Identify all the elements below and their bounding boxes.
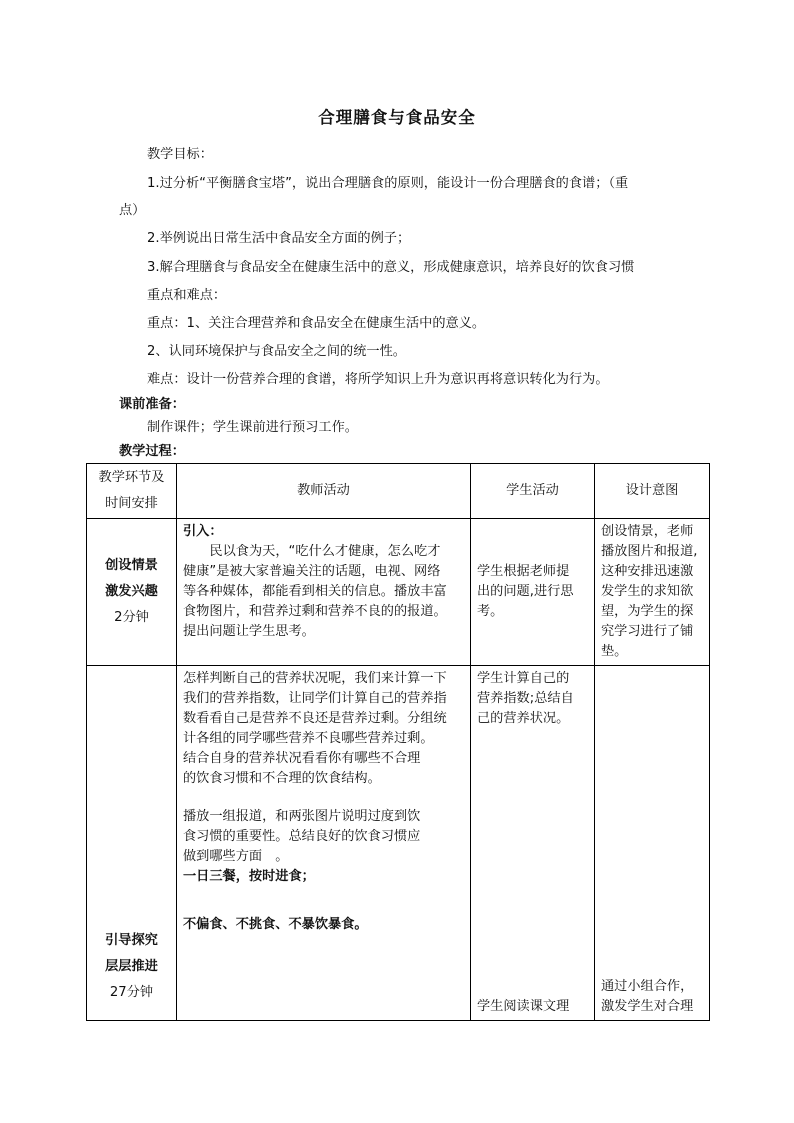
- student-line: 学生计算自己的: [477, 671, 570, 686]
- phase-name-line2: 层层推进: [105, 959, 158, 974]
- design-line: 激发学生对合理: [601, 999, 694, 1014]
- student-line: 学生阅读课文理: [477, 999, 570, 1014]
- teacher-line: 怎样判断自己的营养状况呢，我们来计算一下: [183, 671, 447, 686]
- design-line: 创设情景，老师: [601, 524, 694, 539]
- teacher-activity-cell: [177, 666, 471, 1021]
- header-student: 学生活动: [471, 464, 595, 519]
- prep-content: 制作课件；学生课前进行预习工作。: [147, 420, 358, 435]
- table-row: [87, 519, 710, 666]
- phase-cell: [87, 519, 177, 666]
- phase-time: 2分钟: [114, 610, 149, 625]
- student-line: 营养指数;总结自: [477, 691, 574, 706]
- phase-time: 27分钟: [109, 985, 154, 1000]
- student-line: 己的营养状况。: [477, 711, 570, 726]
- prep-heading: 课前准备：: [119, 397, 185, 412]
- objective-1: 1.过分析“平衡膳食宝塔”，说出合理膳食的原则，能设计一份合理膳食的食谱；（重: [147, 176, 629, 191]
- teacher-activity-cell: [177, 519, 471, 666]
- student-line: 学生根据老师提: [477, 564, 570, 579]
- teacher-line: 结合自身的营养状况看看你有哪些不合理: [183, 751, 421, 766]
- design-line: 播放图片和报道,: [601, 544, 698, 559]
- design-intent-cell: [595, 666, 710, 1021]
- header-phase-line1: 教学环节及: [98, 470, 165, 485]
- design-line: 望，为学生的探: [601, 604, 694, 619]
- teacher-line: 食习惯的重要性。总结良好的饮食习惯应: [183, 829, 421, 844]
- teacher-line: 提出问题让学生思考。: [183, 624, 315, 639]
- teacher-intro-title: 引入：: [183, 524, 223, 539]
- habit-point-1: 一日三餐，按时进食；: [183, 869, 315, 884]
- design-line: 垫。: [601, 644, 628, 659]
- document-title: 合理膳食与食品安全: [318, 108, 476, 127]
- teacher-line: 的饮食习惯和不合理的饮食结构。: [183, 771, 381, 786]
- lesson-plan-table: [86, 463, 710, 1021]
- teacher-line: 健康”是被大家普遍关注的话题，电视、网络: [183, 564, 441, 579]
- design-line: 通过小组合作，: [601, 979, 694, 994]
- difficult-point: 难点：设计一份营养合理的食谱，将所学知识上升为意识再将意识转化为行为。: [147, 372, 609, 387]
- teacher-line: 播放一组报道，和两张图片说明过度到饮: [183, 809, 421, 824]
- teacher-line: 食物图片，和营养过剩和营养不良的的报道。: [183, 604, 447, 619]
- teacher-line: 民以食为天，“吃什么才健康，怎么吃才: [209, 544, 441, 559]
- table-row: [87, 666, 710, 1021]
- student-activity-cell: [471, 519, 595, 666]
- design-intent-cell: [595, 519, 710, 666]
- header-design: 设计意图: [595, 464, 710, 519]
- design-line: 这种安排迅速激: [601, 564, 694, 579]
- objective-2: 2.举例说出日常生活中食品安全方面的例子；: [147, 231, 411, 246]
- design-line: 发学生的求知欲: [601, 584, 694, 599]
- objective-3: 3.解合理膳食与食品安全在健康生活中的意义，形成健康意识，培养良好的饮食习惯: [147, 260, 635, 275]
- teacher-line: 我们的营养指数，让同学们计算自己的营养指: [183, 691, 447, 706]
- header-phase-line2: 时间安排: [105, 496, 158, 511]
- objective-1-cont: 点）: [119, 203, 146, 218]
- teacher-line: 做到哪些方面 。: [183, 849, 289, 864]
- key-points-heading: 重点和难点：: [147, 288, 227, 303]
- phase-name-line1: 引导探究: [105, 933, 158, 948]
- student-line: 出的问题,进行思: [477, 584, 574, 599]
- student-activity-cell: [471, 666, 595, 1021]
- header-teacher: 教师活动: [177, 464, 471, 519]
- objectives-heading: 教学目标：: [147, 147, 213, 162]
- habit-point-2: 不偏食、不挑食、不暴饮暴食。: [183, 917, 368, 932]
- table-header-row: [87, 464, 710, 519]
- student-line: 考。: [477, 604, 504, 619]
- process-heading: 教学过程：: [119, 444, 185, 459]
- header-phase: [87, 464, 177, 519]
- phase-name-line1: 创设情景: [105, 558, 158, 573]
- teacher-line: 计各组的同学哪些营养不良哪些营养过剩。: [183, 731, 434, 746]
- key-point-2: 2、认同环境保护与食品安全之间的统一性。: [147, 344, 406, 359]
- key-point-1: 重点：1、关注合理营养和食品安全在健康生活中的意义。: [147, 316, 486, 331]
- teacher-line: 等各种媒体，都能看到相关的信息。播放丰富: [183, 584, 447, 599]
- phase-name-line2: 激发兴趣: [105, 584, 158, 599]
- teacher-line: 数看看自己是营养不良还是营养过剩。分组统: [183, 711, 447, 726]
- design-line: 究学习进行了铺: [601, 624, 694, 639]
- phase-cell: [87, 666, 177, 1021]
